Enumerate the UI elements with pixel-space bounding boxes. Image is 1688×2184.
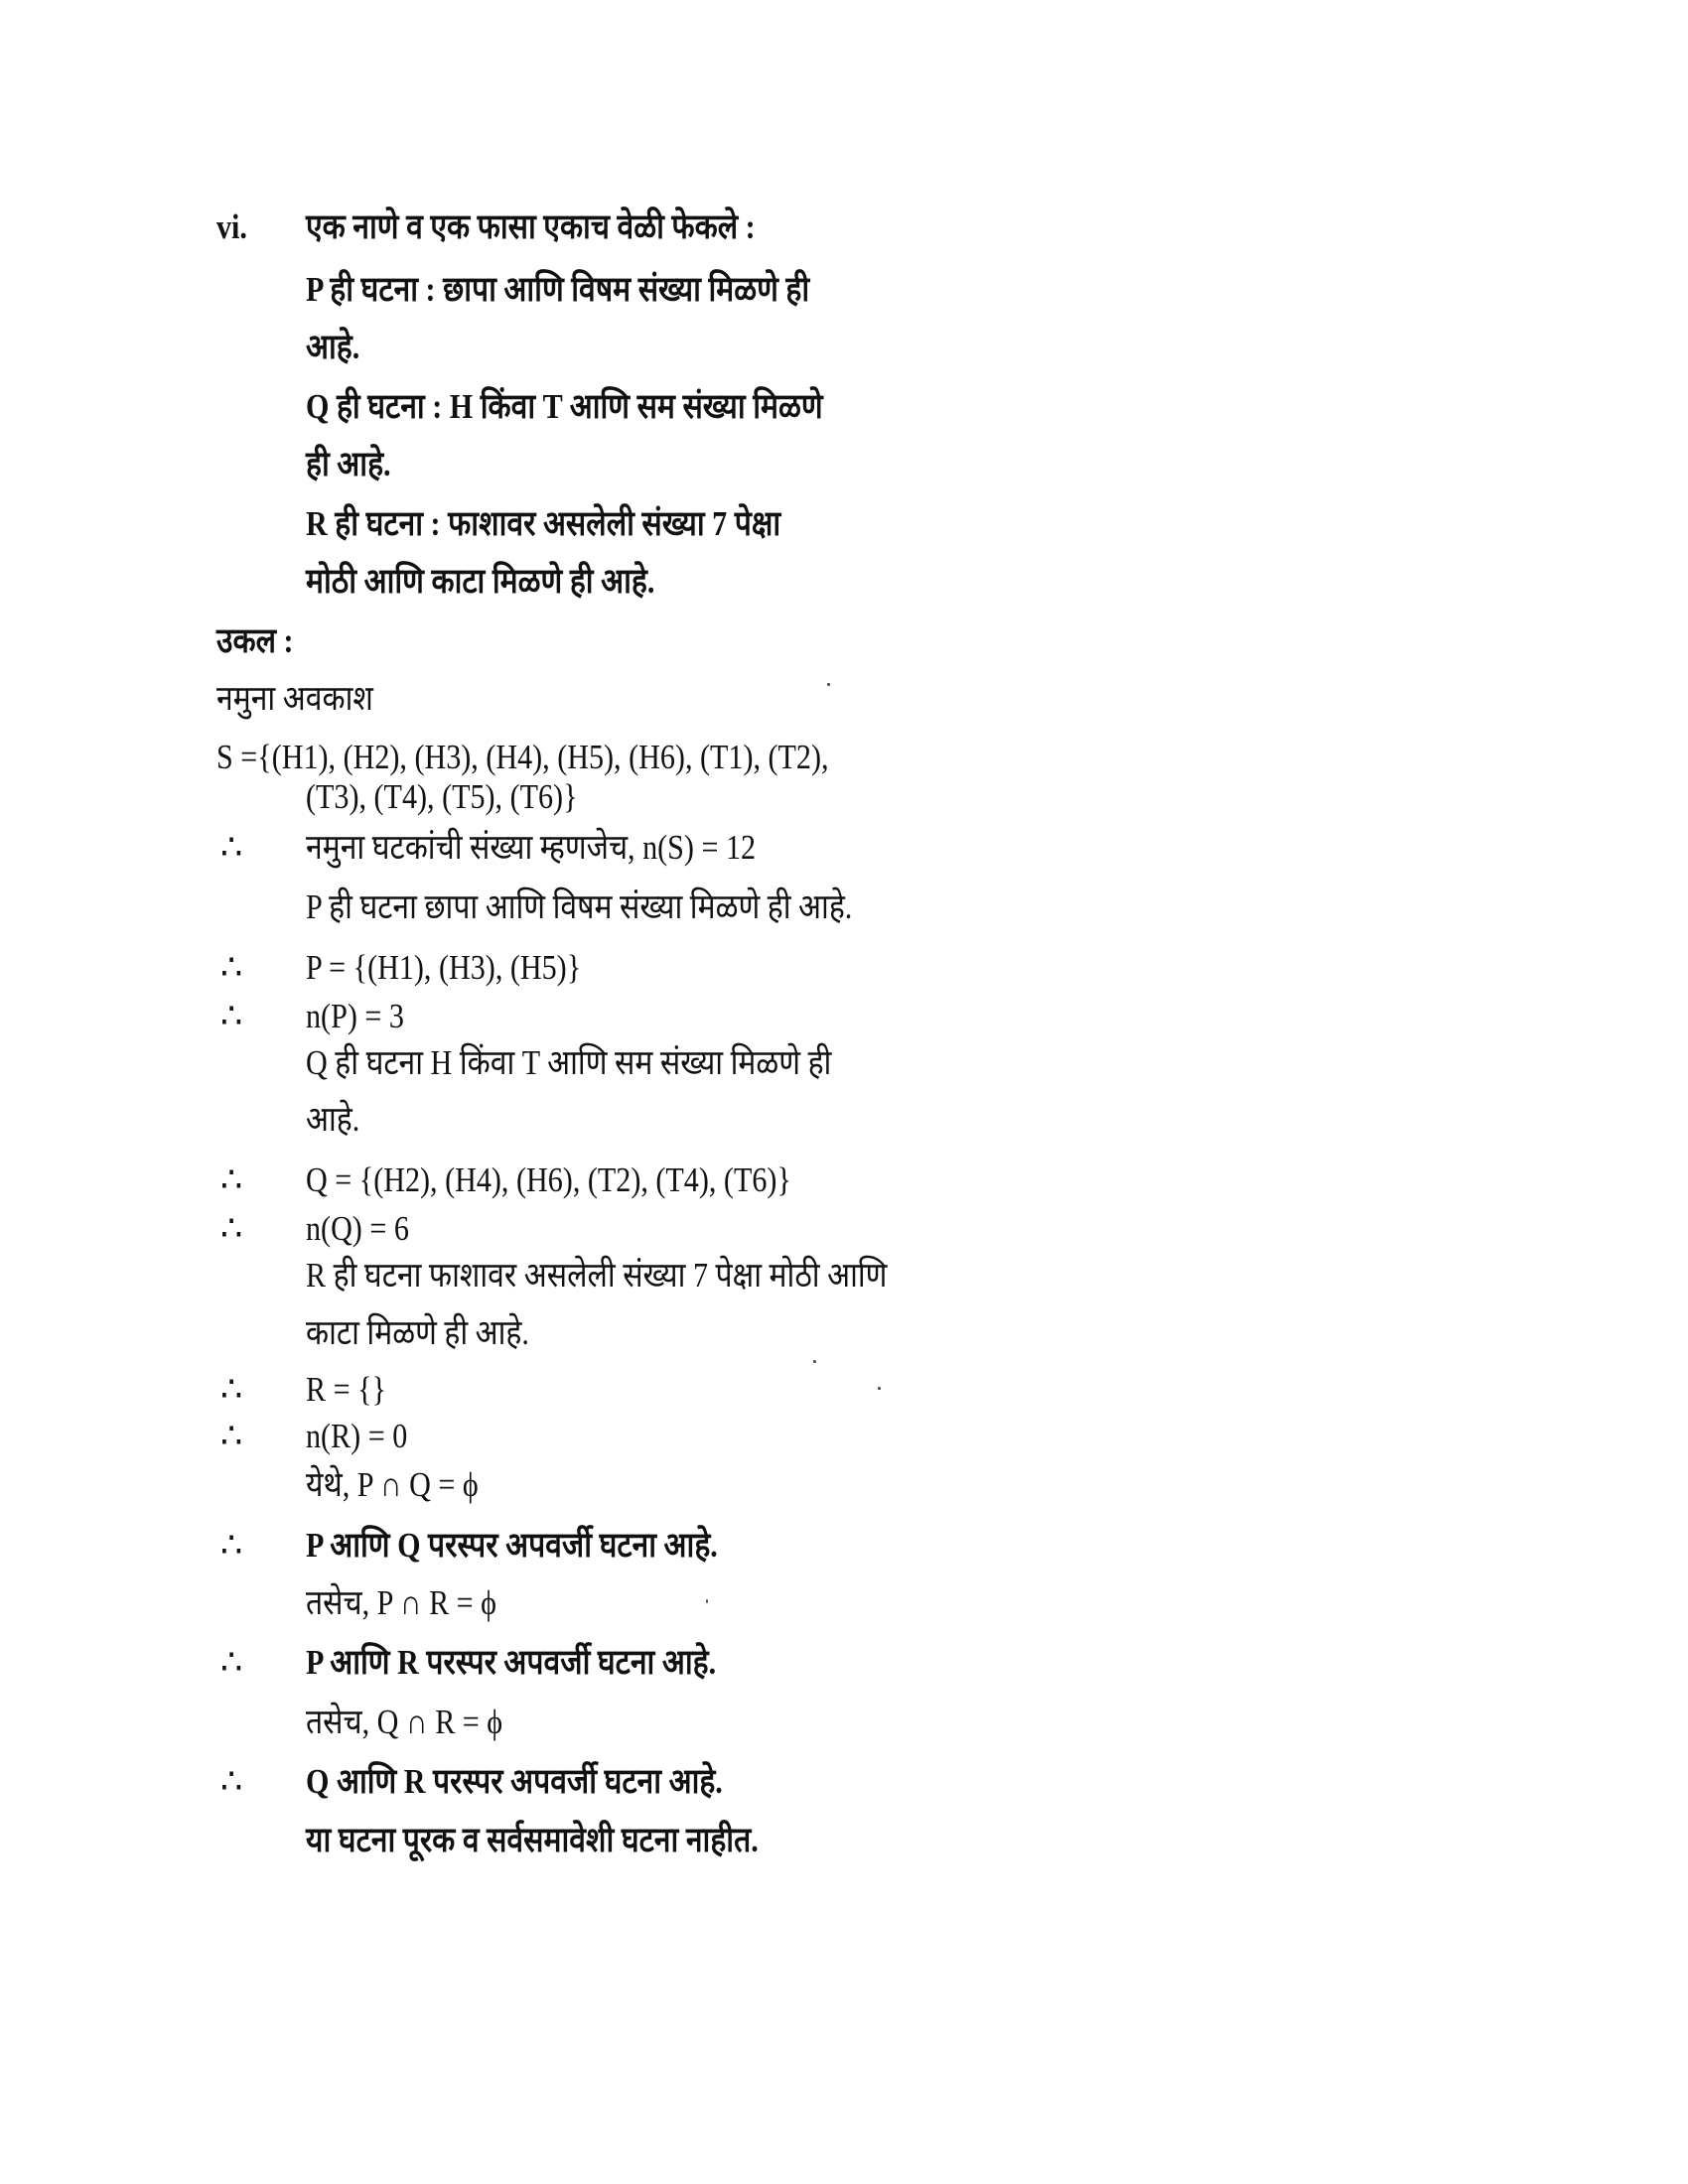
step-p-intersect-q: येथे, P ∩ Q = ϕ: [306, 1465, 479, 1504]
therefore-symbol: ∴: [220, 948, 243, 987]
step-q-description-2: आहे.: [306, 1100, 360, 1139]
therefore-symbol: ∴: [220, 1417, 243, 1455]
scan-speck: [827, 683, 830, 686]
step-r-count: n(R) = 0: [306, 1417, 408, 1455]
step-conclusion: या घटना पूरक व सर्वसमावेशी घटना नाहीत.: [306, 1821, 759, 1859]
therefore-symbol: ∴: [220, 1209, 243, 1248]
sample-space-label: नमुना अवकाश: [216, 679, 373, 718]
event-r-line1: R ही घटना : फाशावर असलेली संख्या 7 पेक्षा: [306, 504, 781, 543]
scan-speck: [878, 1387, 881, 1390]
step-q-count: n(Q) = 6: [306, 1209, 409, 1248]
step-p-description: P ही घटना छापा आणि विषम संख्या मिळणे ही आहे.: [306, 887, 853, 926]
step-sample-count: नमुना घटकांची संख्या म्हणजेच, n(S) = 12: [306, 828, 757, 867]
event-r-line2: मोठी आणि काटा मिळणे ही आहे.: [306, 562, 655, 601]
step-q-description-1: Q ही घटना H किंवा T आणि सम संख्या मिळणे ही: [306, 1043, 832, 1082]
sample-space-line1: S ={(H1), (H2), (H3), (H4), (H5), (H6), (T1), (T2),: [216, 738, 829, 776]
step-q-set: Q = {(H2), (H4), (H6), (T2), (T4), (T6)}: [306, 1160, 791, 1199]
solution-heading: उकल :: [216, 621, 294, 660]
step-p-set: P = {(H1), (H3), (H5)}: [306, 948, 582, 987]
event-q-line1: Q ही घटना : H किंवा T आणि सम संख्या मिळणे: [306, 387, 823, 426]
question-number: vi.: [216, 207, 247, 246]
step-r-description-2: काटा मिळणे ही आहे.: [306, 1313, 529, 1352]
scan-speck: [813, 1360, 816, 1363]
therefore-symbol: ∴: [220, 1160, 243, 1199]
step-pr-mutually-exclusive: P आणि R परस्पर अपवर्जी घटना आहे.: [306, 1643, 717, 1682]
step-r-set: R = {}: [306, 1370, 387, 1409]
sample-space-line2: (T3), (T4), (T5), (T6)}: [306, 777, 578, 816]
step-p-intersect-r: तसेच, P ∩ R = ϕ: [306, 1583, 497, 1622]
therefore-symbol: ∴: [220, 997, 243, 1035]
step-p-count: n(P) = 3: [306, 997, 404, 1035]
scan-speck: [706, 1599, 708, 1603]
therefore-symbol: ∴: [220, 1370, 243, 1409]
therefore-symbol: ∴: [220, 1643, 243, 1682]
step-pq-mutually-exclusive: P आणि Q परस्पर अपवर्जी घटना आहे.: [306, 1526, 718, 1565]
question-title: एक नाणे व एक फासा एकाच वेळी फेकले :: [306, 207, 756, 246]
event-p-line2: आहे.: [306, 328, 360, 366]
step-qr-mutually-exclusive: Q आणि R परस्पर अपवर्जी घटना आहे.: [306, 1762, 723, 1801]
step-q-intersect-r: तसेच, Q ∩ R = ϕ: [306, 1703, 503, 1741]
therefore-symbol: ∴: [220, 1526, 243, 1565]
event-p-line1: P ही घटना : छापा आणि विषम संख्या मिळणे ही: [306, 270, 810, 309]
event-q-line2: ही आहे.: [306, 445, 391, 483]
therefore-symbol: ∴: [220, 828, 243, 867]
step-r-description-1: R ही घटना फाशावर असलेली संख्या 7 पेक्षा मोठी आणि: [306, 1256, 888, 1295]
therefore-symbol: ∴: [220, 1762, 243, 1801]
